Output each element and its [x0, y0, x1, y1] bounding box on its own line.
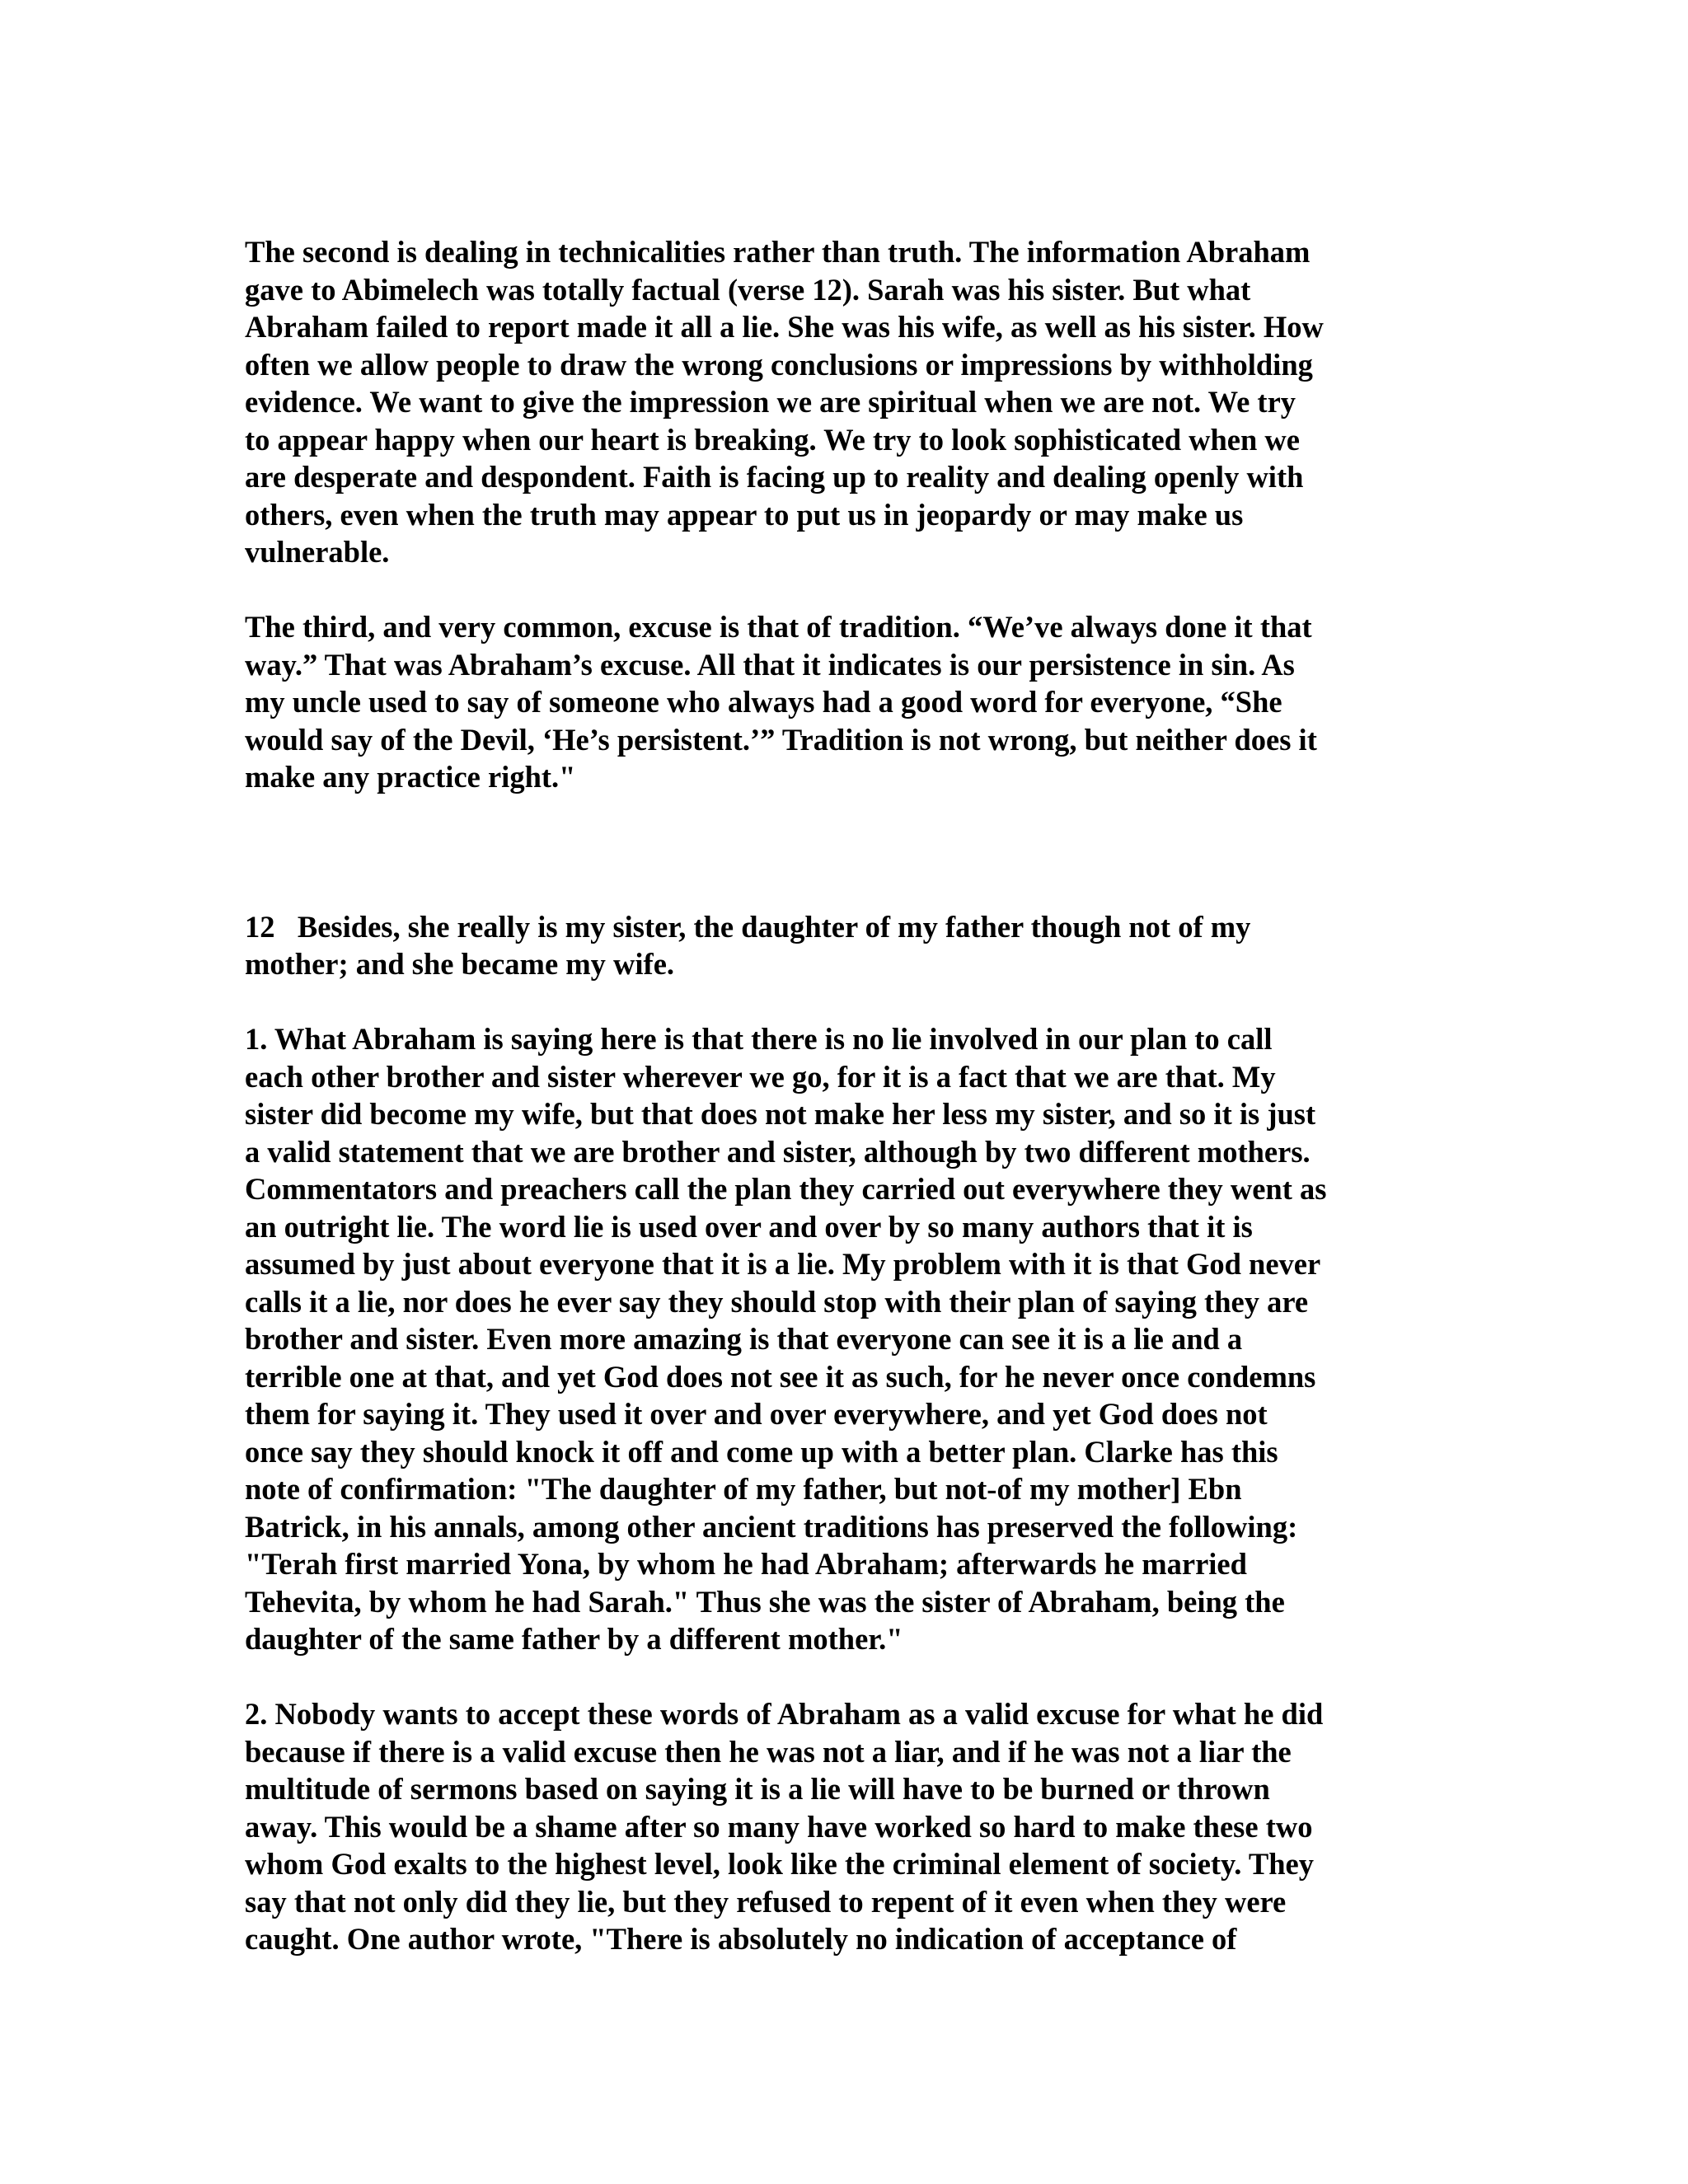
text-line: The third, and very common, excuse is that of tradition. “We’ve always done it that: [245, 610, 1312, 644]
verse-12: [245, 908, 1448, 983]
text-line: vulnerable.: [245, 535, 390, 569]
text-line: assumed by just about everyone that it is a lie. My problem with it is that God never: [245, 1247, 1321, 1281]
text-line: caught. One author wrote, "There is absolutely no indication of acceptance of: [245, 1922, 1237, 1956]
text-line: brother and sister. Even more amazing is that everyone can see it is a lie and a: [245, 1322, 1243, 1356]
text-line: because if there is a valid excuse then he was not a liar, and if he was not a liar the: [245, 1734, 1292, 1769]
paragraph-spacer: [245, 1658, 1448, 1696]
text-line: them for saying it. They used it over and over everywhere, and yet God does not: [245, 1397, 1268, 1431]
text-line: "Terah first married Yona, by whom he had Abraham; afterwards he married: [245, 1547, 1247, 1581]
text-line: 12 Besides, she really is my sister, the daughter of my father though not of my: [245, 909, 1251, 944]
text-line: multitude of sermons based on saying it is a lie will have to be burned or thrown: [245, 1772, 1270, 1806]
text-line: Batrick, in his annals, among other ancient traditions has preserved the following:: [245, 1509, 1298, 1544]
paragraph-spacer: [245, 983, 1448, 1021]
text-line: once say they should knock it off and come up with a better plan. Clarke has this: [245, 1434, 1278, 1469]
paragraph-point-1: [245, 1020, 1448, 1658]
section-spacer: [245, 796, 1448, 908]
text-line: make any practice right.": [245, 760, 576, 794]
text-line: 1. What Abraham is saying here is that there is no lie involved in our plan to call: [245, 1022, 1273, 1056]
text-line: would say of the Devil, ‘He’s persistent.’” Tradition is not wrong, but neither does it: [245, 722, 1317, 757]
text-line: say that not only did they lie, but they refused to repent of it even when they were: [245, 1884, 1287, 1919]
text-line: Abraham failed to report made it all a lie. She was his wife, as well as his sister. How: [245, 310, 1324, 344]
text-line: daughter of the same father by a different mother.": [245, 1622, 903, 1656]
text-line: note of confirmation: "The daughter of my father, but not-of my mother] Ebn: [245, 1472, 1242, 1506]
text-line: an outright lie. The word lie is used over and over by so many authors that it is: [245, 1209, 1253, 1244]
text-line: terrible one at that, and yet God does not see it as such, for he never once condemns: [245, 1359, 1316, 1394]
text-line: Commentators and preachers call the plan they carried out everywhere they went as: [245, 1172, 1327, 1206]
text-line: whom God exalts to the highest level, look like the criminal element of society. They: [245, 1847, 1314, 1881]
text-line: gave to Abimelech was totally factual (verse 12). Sarah was his sister. But what: [245, 272, 1251, 307]
document-page: [245, 233, 1448, 1958]
text-line: are desperate and despondent. Faith is facing up to reality and dealing openly with: [245, 460, 1304, 494]
paragraph-tradition: [245, 608, 1448, 796]
text-line: others, even when the truth may appear to put us in jeopardy or may make us: [245, 497, 1244, 532]
text-line: calls it a lie, nor does he ever say they should stop with their plan of saying they are: [245, 1284, 1309, 1319]
text-line: sister did become my wife, but that does not make her less my sister, and so it is just: [245, 1097, 1316, 1131]
text-line: way.” That was Abraham’s excuse. All that it indicates is our persistence in sin. As: [245, 647, 1295, 682]
text-line: The second is dealing in technicalities rather than truth. The information Abraham: [245, 235, 1311, 269]
text-line: evidence. We want to give the impression we are spiritual when we are not. We try: [245, 385, 1296, 419]
text-line: Tehevita, by whom he had Sarah." Thus she was the sister of Abraham, being the: [245, 1584, 1285, 1619]
text-line: away. This would be a shame after so many have worked so hard to make these two: [245, 1809, 1313, 1844]
text-line: a valid statement that we are brother and sister, although by two different mothers.: [245, 1134, 1311, 1169]
paragraph-point-2: [245, 1695, 1448, 1958]
text-line: often we allow people to draw the wrong conclusions or impressions by withholding: [245, 347, 1313, 382]
text-line: mother; and she became my wife.: [245, 947, 675, 981]
text-line: each other brother and sister wherever we go, for it is a fact that we are that. My: [245, 1059, 1276, 1094]
paragraph-technicalities: [245, 233, 1448, 571]
text-line: to appear happy when our heart is breaking. We try to look sophisticated when we: [245, 422, 1300, 457]
text-line: 2. Nobody wants to accept these words of Abraham as a valid excuse for what he did: [245, 1697, 1324, 1731]
text-line: my uncle used to say of someone who always had a good word for everyone, “She: [245, 685, 1282, 719]
paragraph-spacer: [245, 571, 1448, 609]
